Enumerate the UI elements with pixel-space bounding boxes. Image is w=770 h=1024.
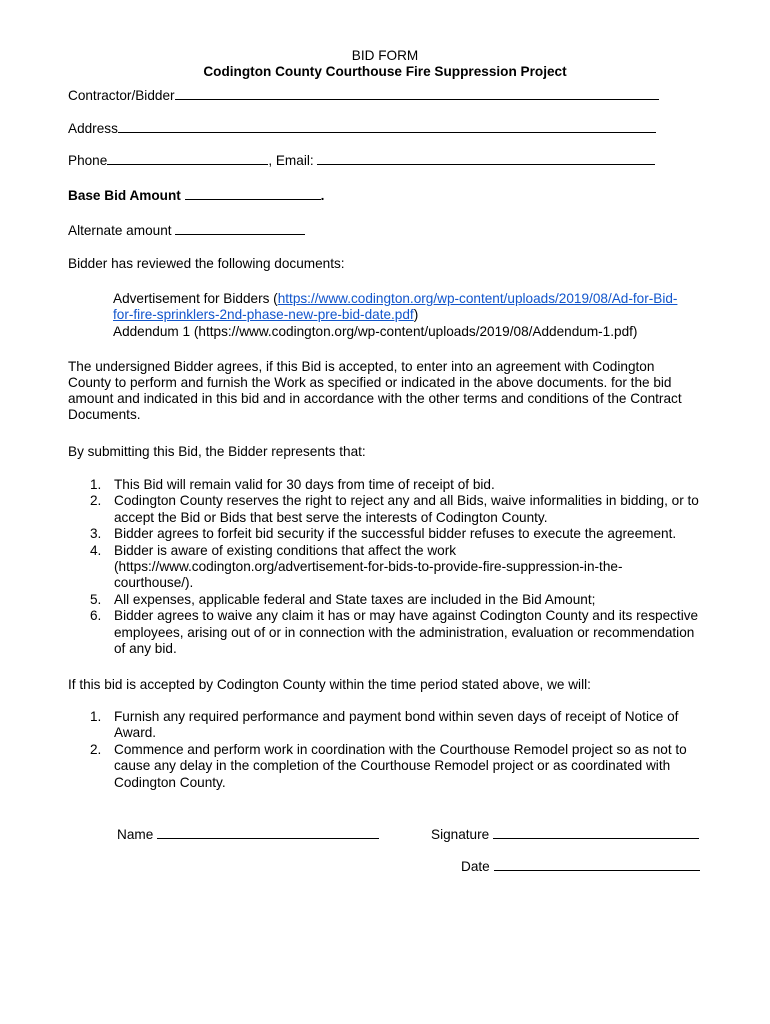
base-bid-period: .: [320, 188, 325, 203]
list-item: [68, 543, 700, 592]
list-item: [68, 493, 700, 526]
ad-line-2: [113, 307, 418, 323]
ad-close-paren: ): [413, 307, 419, 322]
list-text: This Bid will remain valid for 30 days from time of receipt of bid.: [114, 477, 495, 492]
list-number: 6.: [90, 608, 102, 624]
ad-label: Advertisement for Bidders (: [113, 291, 278, 306]
list-number: 2.: [90, 741, 102, 757]
email-blank[interactable]: [317, 152, 655, 165]
form-title: BID FORM: [351, 48, 419, 63]
list-text: All expenses, applicable federal and State taxes are included in the Bid Amount;: [114, 591, 596, 607]
agreement-paragraph: The undersigned Bidder agrees, if this Bid is accepted, to enter into an agreement with Codington County to perform and furnish the Work as specified or indicated in the above documents. for the bid amount and indicated in this bid and in accordance with the other terms and conditions of the Contract Documents.: [68, 359, 682, 422]
list-number: 1.: [90, 477, 102, 492]
list-number: 2.: [90, 493, 102, 509]
date-label: Date: [461, 859, 490, 874]
name-blank[interactable]: [157, 826, 379, 839]
date-blank[interactable]: [494, 858, 700, 871]
represents-intro: By submitting this Bid, the Bidder represents that:: [68, 444, 366, 459]
base-bid-blank[interactable]: [185, 187, 321, 200]
represents-list: [68, 477, 700, 657]
alternate-label: Alternate amount: [68, 223, 172, 238]
list-text: Bidder agrees to waive any claim it has or may have against Codington County and its respective employees, arising out of or in connection with the administration, evaluation or recommendation of any bid.: [114, 608, 699, 657]
address-blank[interactable]: [118, 120, 656, 133]
list-text: Bidder is aware of existing conditions that affect the work (https://www.codington.org/advertisement-for-bids-to-provide-fire-suppression-in-the-courthouse/).: [114, 542, 623, 591]
list-item: [68, 526, 700, 542]
phone-blank[interactable]: [107, 152, 268, 165]
addendum-line: Addendum 1 (https://www.codington.org/wp-content/uploads/2019/08/Addendum-1.pdf): [113, 324, 638, 339]
date-row: [461, 858, 700, 875]
base-bid-label: Base Bid Amount: [68, 188, 181, 203]
list-text: Furnish any required performance and payment bond within seven days of receipt of Notice of Award.: [114, 709, 679, 741]
ad-link-part1[interactable]: https://www.codington.org/wp-content/uploads/2019/08/Ad-for-Bid-: [277, 291, 678, 306]
email-label: , Email:: [268, 153, 314, 168]
base-bid-row: [68, 187, 324, 204]
list-number: 5.: [90, 591, 102, 607]
ad-line: [113, 291, 677, 307]
list-text: Codington County reserves the right to reject any and all Bids, waive informalities in bidding, or to accept the Bid or Bids that best serve the interests of Codington County.: [114, 493, 699, 525]
contractor-label: Contractor/Bidder: [68, 88, 175, 103]
alternate-blank[interactable]: [175, 222, 305, 235]
accepted-intro: If this bid is accepted by Codington County within the time period stated above, we will:: [68, 677, 591, 692]
list-number: 3.: [90, 526, 102, 542]
list-item: [68, 477, 700, 493]
signature-row: [431, 826, 699, 843]
project-title: Codington County Courthouse Fire Suppression Project: [203, 64, 567, 79]
list-item: [68, 608, 700, 657]
contractor-row: [68, 87, 659, 104]
list-item: [68, 709, 700, 742]
phone-label: Phone: [68, 153, 108, 168]
signature-label: Signature: [431, 827, 490, 842]
list-item: [68, 592, 700, 608]
address-row: [68, 120, 656, 137]
list-number: 4.: [90, 542, 102, 558]
accepted-list: [68, 709, 700, 791]
address-label: Address: [68, 121, 118, 136]
list-text: Commence and perform work in coordination with the Courthouse Remodel project so as not to cause any delay in the completion of the Courthouse Remodel project or as coordinated with Codington County.: [114, 741, 687, 790]
list-item: [68, 742, 700, 791]
signature-blank[interactable]: [493, 826, 699, 839]
list-number: 1.: [90, 709, 102, 724]
documents-intro: Bidder has reviewed the following documents:: [68, 256, 345, 271]
list-text: Bidder agrees to forfeit bid security if the successful bidder refuses to execute the agreement.: [114, 526, 677, 542]
phone-email-row: [68, 152, 655, 169]
alternate-row: [68, 222, 305, 239]
ad-link-part2[interactable]: for-fire-sprinklers-2nd-phase-new-pre-bid-date.pdf: [113, 307, 414, 322]
name-label: Name: [117, 827, 154, 842]
contractor-blank[interactable]: [175, 87, 659, 100]
name-row: [117, 826, 379, 843]
